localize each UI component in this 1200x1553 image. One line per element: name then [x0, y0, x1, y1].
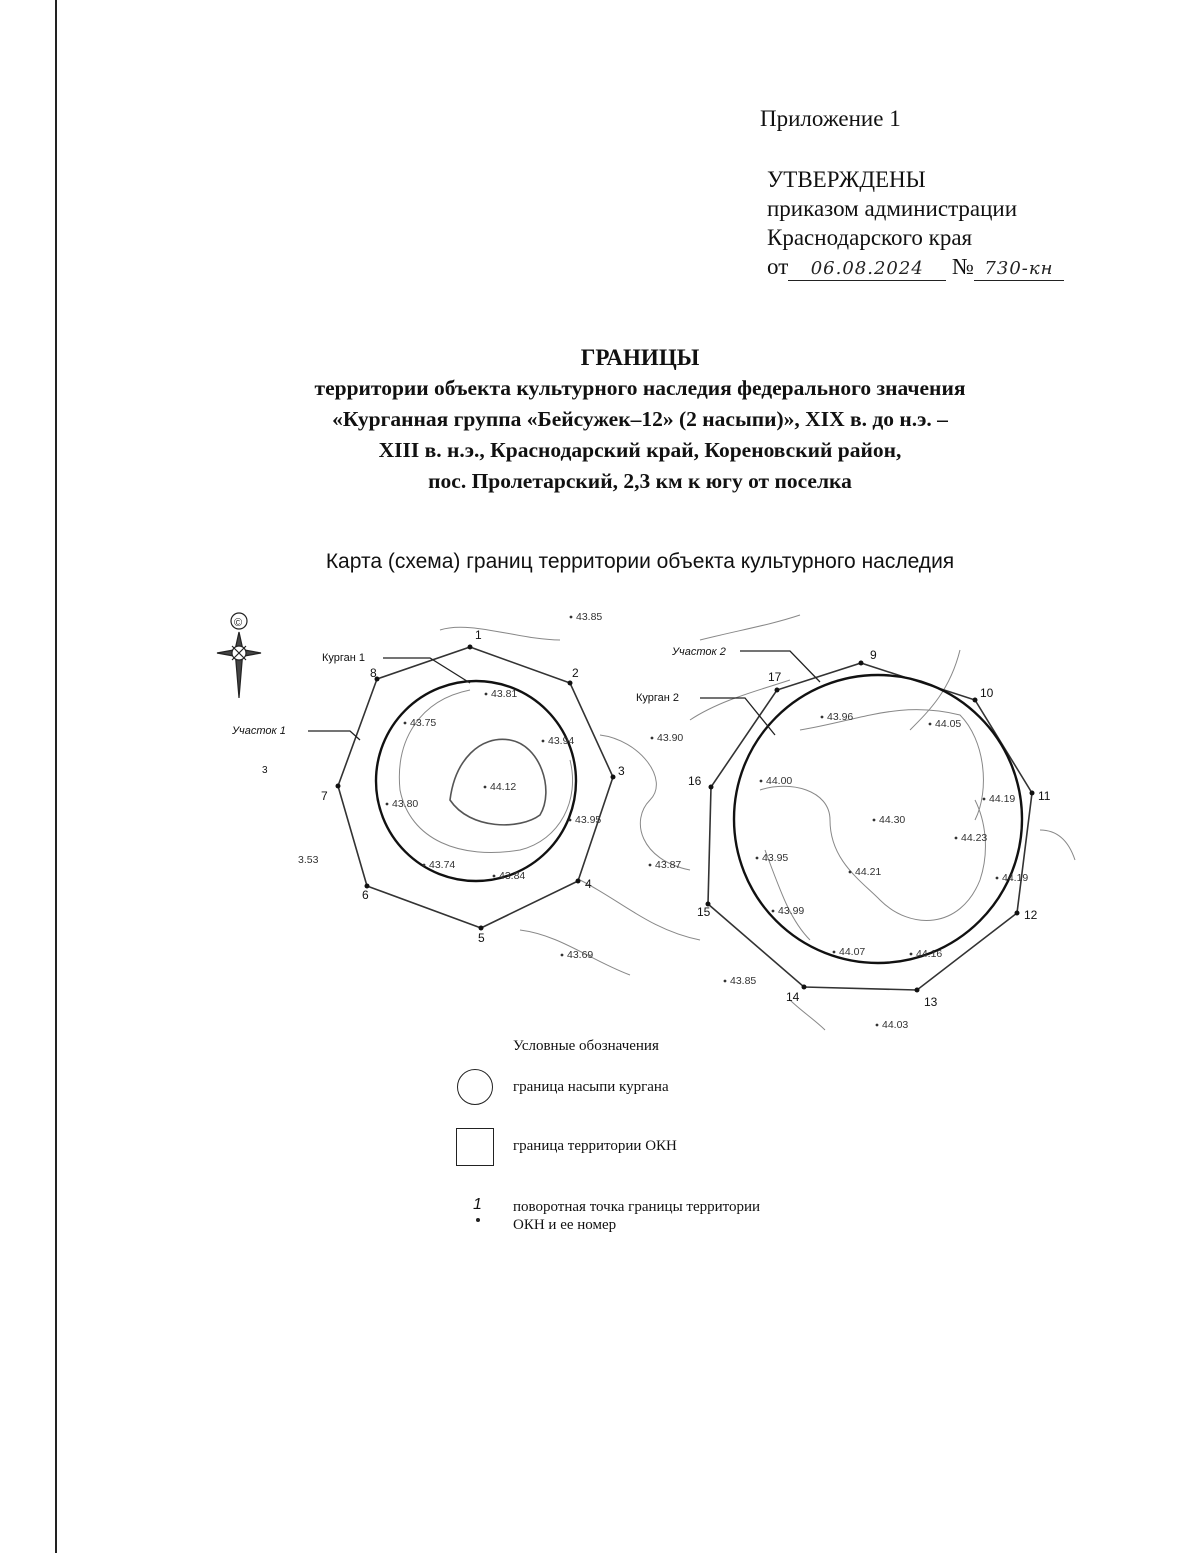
elevation-mark: 43.74: [429, 859, 456, 871]
elevation-mark: 43.85: [576, 611, 603, 623]
elevation-mark: 3.53: [298, 854, 319, 866]
elevation-marks: [298, 611, 1028, 1031]
approved-line: УТВЕРЖДЕНЫ: [767, 167, 926, 192]
title-line: XIII в. н.э., Краснодарский край, Кореновский район,: [378, 438, 902, 462]
elevation-mark: 44.23: [961, 832, 988, 844]
circle-icon: [457, 1069, 493, 1105]
plot2-label: Участок 2: [672, 646, 726, 658]
approval-number: 730-кн: [974, 258, 1064, 281]
elevation-mark: 44.03: [882, 1019, 909, 1031]
appendix-label: Приложение 1: [760, 106, 901, 131]
point-label-6: 6: [362, 888, 369, 902]
number-prefix: №: [952, 254, 974, 279]
elevation-mark: 43.81: [491, 688, 518, 700]
point-label-8: 8: [370, 666, 377, 680]
legend-point-line: ОКН и ее номер: [513, 1217, 617, 1233]
elevation-mark: 43.95: [575, 814, 602, 826]
elevation-mark: 43.87: [655, 859, 682, 871]
kurgan2-mound-boundary: [734, 675, 1022, 963]
point-label-7: 7: [321, 789, 328, 803]
elevation-mark: 43.95: [762, 852, 789, 864]
point-label-16: 16: [688, 774, 702, 788]
legend-point-line: поворотная точка границы территории: [513, 1199, 761, 1215]
elevation-mark: 44.16: [916, 948, 943, 960]
point-label-11: 11: [1038, 789, 1051, 803]
point-label-4: 4: [585, 877, 592, 891]
elevation-mark: 43.90: [657, 732, 684, 744]
point-label-2: 2: [572, 666, 579, 680]
map-subtitle: Карта (схема) границ территории объекта культурного наследия: [325, 550, 955, 573]
legend-mound-label: граница насыпи кургана: [513, 1079, 669, 1095]
title-heading: ГРАНИЦЫ: [580, 345, 700, 370]
kurgan1-territory-boundary: [338, 647, 613, 928]
elevation-mark: 44.05: [935, 718, 962, 730]
stray-mark: 3: [262, 765, 268, 776]
elevation-mark: 44.12: [490, 781, 517, 793]
elevation-mark: 43.80: [392, 798, 419, 810]
point-label-14: 14: [786, 990, 800, 1004]
point-label-10: 10: [980, 686, 994, 700]
elevation-mark: 44.00: [766, 775, 793, 787]
title-line: территории объекта культурного наследия федерального значения: [314, 376, 966, 400]
elevation-mark: 44.19: [1002, 872, 1029, 884]
point-label-12: 12: [1024, 908, 1038, 922]
square-icon: [456, 1128, 494, 1166]
point-label-17: 17: [768, 670, 782, 684]
area-labels: [231, 646, 726, 776]
copyright-mark: ©: [234, 617, 243, 629]
title-line: «Курганная группа «Бейсужек–12» (2 насыпи)», XIX в. до н.э. –: [332, 407, 948, 431]
kurgan1-label: Курган 1: [322, 652, 366, 664]
elevation-mark: 44.07: [839, 946, 866, 958]
elevation-mark: 43.75: [410, 717, 437, 729]
point-label-5: 5: [478, 931, 485, 945]
elevation-mark: 44.30: [879, 814, 906, 826]
point-label-13: 13: [924, 995, 938, 1009]
title-line: пос. Пролетарский, 2,3 км к югу от поселка: [428, 469, 852, 493]
point-label-9: 9: [870, 648, 877, 662]
point-label-3: 3: [618, 764, 625, 778]
elevation-mark: 43.96: [827, 711, 854, 723]
legend-territory-label: граница территории ОКН: [513, 1138, 677, 1154]
point-icon: [476, 1218, 480, 1222]
elevation-mark: 43.84: [499, 870, 526, 882]
elevation-mark: 43.94: [548, 735, 575, 747]
elevation-mark: 43.69: [567, 949, 594, 961]
elevation-mark: 43.85: [730, 975, 757, 987]
turning-point-dots: [336, 645, 1035, 993]
point-label-15: 15: [697, 905, 711, 919]
point-label-1: 1: [475, 628, 482, 642]
approved-line: приказом администрации: [767, 196, 1018, 221]
legend-title: Условные обозначения: [513, 1038, 659, 1054]
kurgan2-label: Курган 2: [636, 692, 680, 704]
approved-line: Краснодарского края: [767, 225, 973, 250]
kurgan1-mound-boundary: [376, 681, 576, 881]
elevation-mark: 44.21: [855, 866, 882, 878]
compass-rose-icon: [217, 613, 261, 698]
point-example-number: 1: [473, 1196, 482, 1213]
approval-date: 06.08.2024: [788, 258, 946, 281]
plot1-label: Участок 1: [232, 725, 286, 737]
date-prefix: от: [767, 254, 789, 279]
elevation-mark: 43.99: [778, 905, 805, 917]
contour-lines: [399, 615, 1075, 1030]
legend-point-label: [513, 1198, 760, 1234]
elevation-mark: 44.19: [989, 793, 1016, 805]
